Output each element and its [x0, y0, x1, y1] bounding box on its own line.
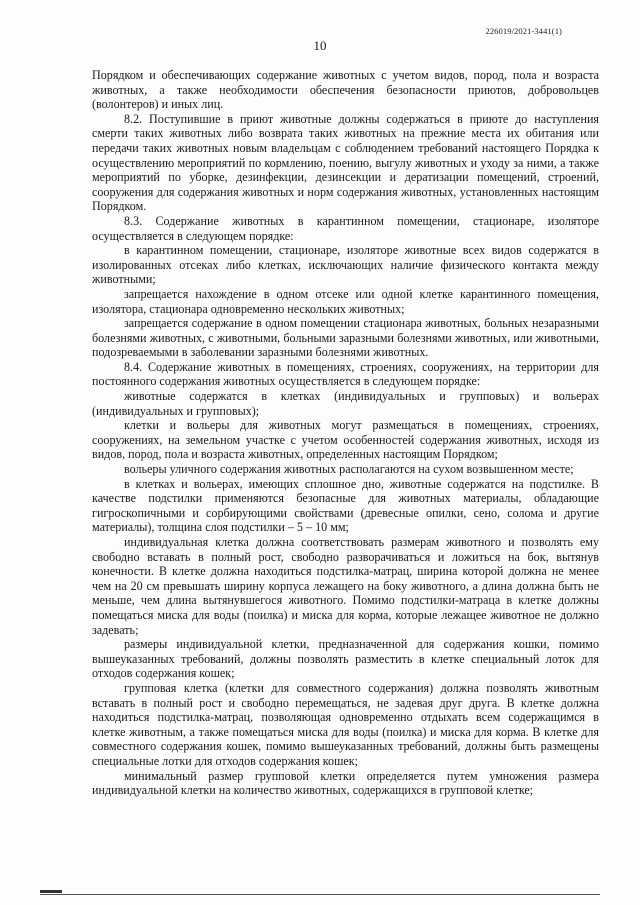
list-item: индивидуальная клетка должна соответствовать размерам животного и позволять ему свободно вставать в полный рост, свободно разворачиваться и ложиться на бок, вытянув конечности. В клетке должна находиться подстилка-матрац, ширина которой должна не менее чем на 20 см превышать ширину корпуса лежащего на боку животного, а длина должна быть не меньше, чем длина вытянувшегося животного. Помимо подстилки-матраца в клетке должны помещаться миска для воды (поилка) и миска для корма, которые лежащее животное не должно задевать; [92, 535, 599, 637]
list-item: запрещается содержание в одном помещении стационара животных, больных незаразными болезнями животных, с животными, больными заразными болезнями животных, или животными, подозреваемыми в заболевании заразными болезнями животных. [92, 316, 599, 360]
list-item: животные содержатся в клетках (индивидуальных и групповых) и вольерах (индивидуальных и групповых); [92, 389, 599, 418]
list-item: групповая клетка (клетки для совместного содержания) должна позволять животным вставать в полный рост и свободно перемещаться, не задевая друг друга. В клетке должна находиться подстилка-матрац, позволяющая одновременно отдыхать всем содержащимся в клетке животным, а также помещаться миска для воды (поилка) и миска для корма. В клетке для совместного содержания кошек, помимо вышеуказанных требований, должны быть размещены специальные лотки для отходов содержания кошек; [92, 680, 599, 768]
list-item: размеры индивидуальной клетки, предназначенной для содержания кошки, помимо вышеуказанных требований, должны позволять разместить в клетке специальный лоток для отходов содержания кошек; [92, 637, 599, 681]
scan-edge-mark [40, 890, 62, 893]
document-number: 226019/2021-3441(1) [485, 26, 562, 36]
paragraph-8-3: 8.3. Содержание животных в карантинном помещении, стационаре, изоляторе осуществляется в следующем порядке: [92, 213, 599, 243]
list-item: вольеры уличного содержания животных располагаются на сухом возвышенном месте; [124, 462, 574, 477]
page-number: 10 [313, 38, 327, 53]
list-item: клетки и вольеры для животных могут размещаться в помещениях, строениях, сооружениях, на земельном участке с учетом особенностей содержания животных, исходя из видов, пород, пола и возраста животных, определенных настоящим Порядком; [92, 418, 599, 462]
document-body [92, 68, 599, 798]
paragraph-8-2: 8.2. Поступившие в приют животные должны содержаться в приюте до наступления смерти таких животных либо возврата таких животных на прежние места их обитания или передачи таких животных новым владельцам с соблюдением требований настоящего Порядка к осуществлению мероприятий по кормлению, поению, выгулу животных и уходу за ними, а также мероприятий по уборке, дезинфекции, дезинсекции и дератизации помещений, строений, сооружения для содержания животных и норм содержания животных, установленных настоящим Порядком. [92, 111, 599, 214]
list-item: в карантинном помещении, стационаре, изоляторе животные всех видов содержатся в изолированных отсеках либо клетках, исключающих наличие физического контакта между животными; [92, 243, 599, 287]
paragraph-continuation: Порядком и обеспечивающих содержание животных с учетом видов, пород, пола и возраста животных, а также необходимости обеспечения безопасности приютов, добровольцев (волонтеров) и иных лиц. [92, 68, 599, 112]
list-item: минимальный размер групповой клетки определяется путем умножения размера индивидуальной клетки на количество животных, содержащихся в групповой клетке; [92, 768, 599, 798]
list-item: в клетках и вольерах, имеющих сплошное дно, животные содержатся на подстилке. В качестве подстилки применяются безопасные для животных материалы, обладающие гигроскопичными и сорбирующими свойствами (древесные опилки, сено, солома и другие материалы), толщина слоя подстилки – 5 – 10 мм; [92, 476, 599, 535]
paragraph-8-4: 8.4. Содержание животных в помещениях, строениях, сооружениях, на территории для постоянного содержания животных осуществляется в следующем порядке: [92, 359, 599, 389]
list-item: запрещается нахождение в одном отсеке или одной клетке карантинного помещения, изолятора, стационара одновременно нескольких животных; [92, 286, 599, 316]
bottom-rule [40, 894, 600, 895]
